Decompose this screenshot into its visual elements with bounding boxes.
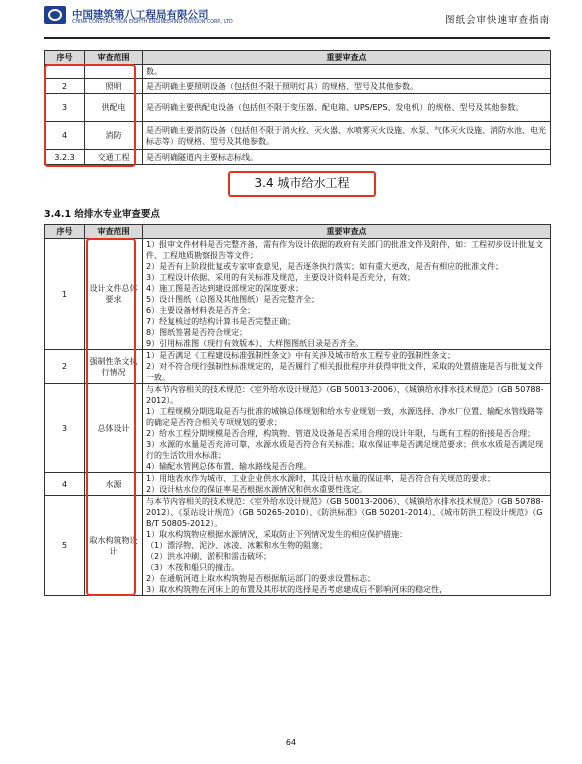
table-row: 2 照明 是否明确主要照明设备（包括但不限于照明灯具）的规格、型号及其他参数。 — [45, 79, 551, 94]
table-row: 4 水源 1）用地表水作为城市、工业企业供水水源时，其设计枯水量的保证率，是否符合有关规范的要求； 2）设计枯水位的保证率是否根据水源情况和供水重要性选定。 — [45, 473, 551, 496]
highlight-box-scope — [44, 64, 136, 167]
page-number: 64 — [285, 738, 297, 747]
company-name: 中国建筑第八工程局有限公司 — [72, 9, 209, 21]
col-header-no: 序号 — [45, 51, 85, 65]
table-row: 数。 — [45, 65, 551, 79]
page-header — [44, 6, 550, 36]
table-row: 2 强制性条文执行情况 1）是否满足《工程建设标准强制性条文》中有关涉及城市给水工程专业的强制性条文； 2）对不符合现行强制性标准规定的，是否履行了相关报批程序并获得审批文件，采取的处置措施是否与批复文件一致。 — [45, 350, 551, 384]
table-row: 3.2.3 交通工程 是否明确隧道内主要标志标线。 — [45, 150, 551, 165]
subsection-title: 3.4.1 给排水专业审查要点 — [44, 209, 160, 220]
table-row: 5 取水构筑物设计 与本节内容相关的技术规范：《室外给水设计规范》（GB 50013-2006）、《城镇给水排水技术规范》（GB 50788-2012）、《泵站设计规范》（GB 50265-2010）、《防洪标准》（GB 50201-2014）、《城市防洪工程设计规范》（GB/T 50805-2012）。 1）取水构筑物应根据水源情况，采取防止下列情况发生的相应保护措施： （1）漂浮物、泥沙、冰凌、冰絮和水生物的阻塞； （2）洪水冲刷、淤积和雷击破坏； （3）木筏和船只的撞击。 2）在通航河道上取水构筑物是否根据航运部门的要求设置标志； 3）取水构筑物在河床上的布置及其形状的选择是否考虑建成后不影响河床的稳定性， — [45, 496, 551, 596]
col-header-no: 序号 — [45, 225, 85, 239]
col-header-scope: 审查范围 — [85, 225, 143, 239]
section-title: 3.4 城市给水工程 — [228, 171, 376, 197]
highlight-box-scope-2 — [86, 238, 136, 596]
col-header-points: 重要审查点 — [143, 225, 551, 239]
header-divider — [44, 37, 550, 39]
col-header-points: 重要审查点 — [143, 51, 551, 65]
company-name-en: CHINA CONSTRUCTION EIGHTH ENGINEERING DIVISION CORP., LTD — [72, 20, 233, 25]
table-row: 1 设计文件总体要求 1）报审文件材料是否完整齐备，需有作为设计依据的政府有关部门的批准文件及附件，如：工程初步设计批复文件、工程地质勘察报告等文件； 2）是否有上阶段批复或专家审查意见，是否逐条执行落实；如有重大更改，是否有相应的批准文件； 3）工程设计依据、采用的有关标准及规范，主要设计资料是否充分，有效； 4）施工图是否达到建设部规定的深度要求； 5）设计图纸（总图及其他图纸）是否完整齐全； 6）主要设备材料表是否齐全； 7）经复核过的结构计算书是否完整正确； 8）图纸签署是否符合规定； 9）引用标准图（现行有效版本）、大样图图纸目录是否齐全。 — [45, 239, 551, 350]
table-row: 3 总体设计 与本节内容相关的技术规范：《室外给水设计规范》（GB 50013-2006）、《城镇给水排水技术规范》（GB 50788-2012）。 1）工程规模分期选取是否与批准的城镇总体规划和给水专业规划一致，水源选择、净水厂位置、输配水管线路等的确定是否符合相关专项规划的要求； 2）给水工程分期规模是否合理，构筑物、管道及设备是否采用合理的设计年限，与既有工程的衔接是否合理； 3）水源的水量是否充沛可靠，水源水质是否符合有关标准；取水保证率是否满足规范要求；供水水质是否满足现行的生活饮用水标准； 4）输配水管网总体布置、输水路线是否合理。 — [45, 384, 551, 473]
guide-title: 图纸会审快速审查指南 — [444, 15, 550, 26]
company-logo-icon — [44, 6, 70, 26]
col-header-scope: 审查范围 — [85, 51, 143, 65]
table-row: 4 消防 是否明确主要消防设备（包括但不限于消火栓、灭火器、水喷雾灭火设施、水泵、气体灭火设施、消防水池、电光标志等）的规格、型号及其他参数。 — [45, 122, 551, 150]
table-row: 3 供配电 是否明确主要供配电设备（包括但不限于变压器、配电箱、UPS/EPS、发电机）的规格、型号及其他参数。 — [45, 94, 551, 122]
